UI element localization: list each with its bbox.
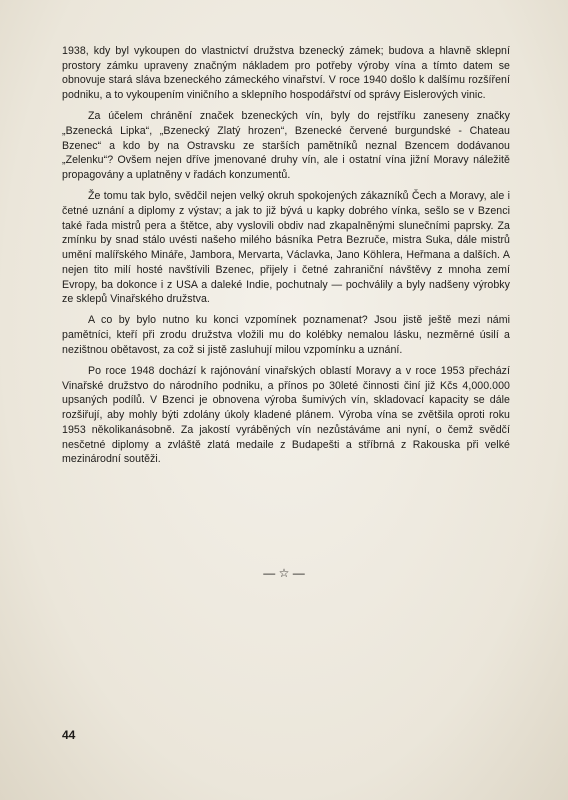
section-separator: — ☆ —	[263, 566, 305, 580]
paragraph-2: Za účelem chránění značek bzeneckých vín, byly do rejstříku zaneseny značky „Bzenecká Lipka“, „Bzenecký Zlatý hrozen“, Bzenecké červené burgundské - Chateau Bzenec“ a kdo by na Ostravsku ze starších pamětníků neznal Bzencem dodávanou „Zelenku“? Ovšem nejen dříve jmenované druhy vín, ale i ostatní vína jižní Moravy náležitě propagovány a uplatněny v řadách konzumentů.	[62, 110, 510, 182]
paragraph-4: A co by bylo nutno ku konci vzpomínek poznamenat? Jsou jistě ještě mezi námi pamětníci, kteří při zrodu družstva vložili mu do kolébky nemalou lásku, nezměrné úsilí a nezištnou obětavost, za což si jistě zasluhují milou vzpomínku a uznání.	[62, 314, 510, 356]
body-text	[62, 44, 510, 473]
paragraph-1: 1938, kdy byl vykoupen do vlastnictví družstva bzenecký zámek; budova a hlavně sklepní prostory zámku upraveny značným nákladem pro potřeby výroby vína a tímto datem se obnovuje stará sláva bzeneckého zámeckého vinařství. V roce 1940 došlo k dalšímu rozšíření podniku, a to vykoupením viničního a sklepního hospodářství od správy Eislerových vinic.	[62, 45, 510, 102]
page-number: 44	[62, 728, 76, 742]
paragraph-3: Že tomu tak bylo, svědčil nejen velký okruh spokojených zákazníků Čech a Moravy, ale i četné uznání a diplomy z výstav; a jak to již bývá u kapky dobrého vínka, sešlo se v Bzenci také řada mistrů pera a štětce, aby vyslovili obdiv nad zkapalněnými slunečními paprsky. Za zmínku by snad stálo uvésti našeho milého básníka Petra Bezruče, mistra Suka, dále mistrů umění malířského Mináře, Jambora, Mervarta, Václavka, Jano Köhlera, Heřmana a dalších. A nejen tito milí hosté navštívili Bzenec, přijely i četné zahraniční návštěvy z mnoha zemí Evropy, ba dokonce i z USA a daleké Indie, pochutnaly — pochválily a byly nadšeny výrobky ze sklepů Vinařského družstva.	[62, 190, 510, 306]
paragraph-5: Po roce 1948 dochází k rajónování vinařských oblastí Moravy a v roce 1953 přechází Vinařské družstvo do národního podniku, a přínos po 30leté činnosti činí již Kčs 4,000.000 upsaných podílů. V Bzenci je obnovena výroba šumivých vín, skladovací kapacity se dále rozšiřují, aby mohly býti zdolány úkoly kladené plánem. Výroba vína se zvětšila oproti roku 1953 několikanásobně. Za jakostí vyráběných vín nezůstáváme ani nyní, o čemž svědčí nesčetné diplomy a zvláště zlatá medaile z Budapešti a stříbrná z Rakouska při velké mezinárodní soutěži.	[62, 365, 510, 466]
